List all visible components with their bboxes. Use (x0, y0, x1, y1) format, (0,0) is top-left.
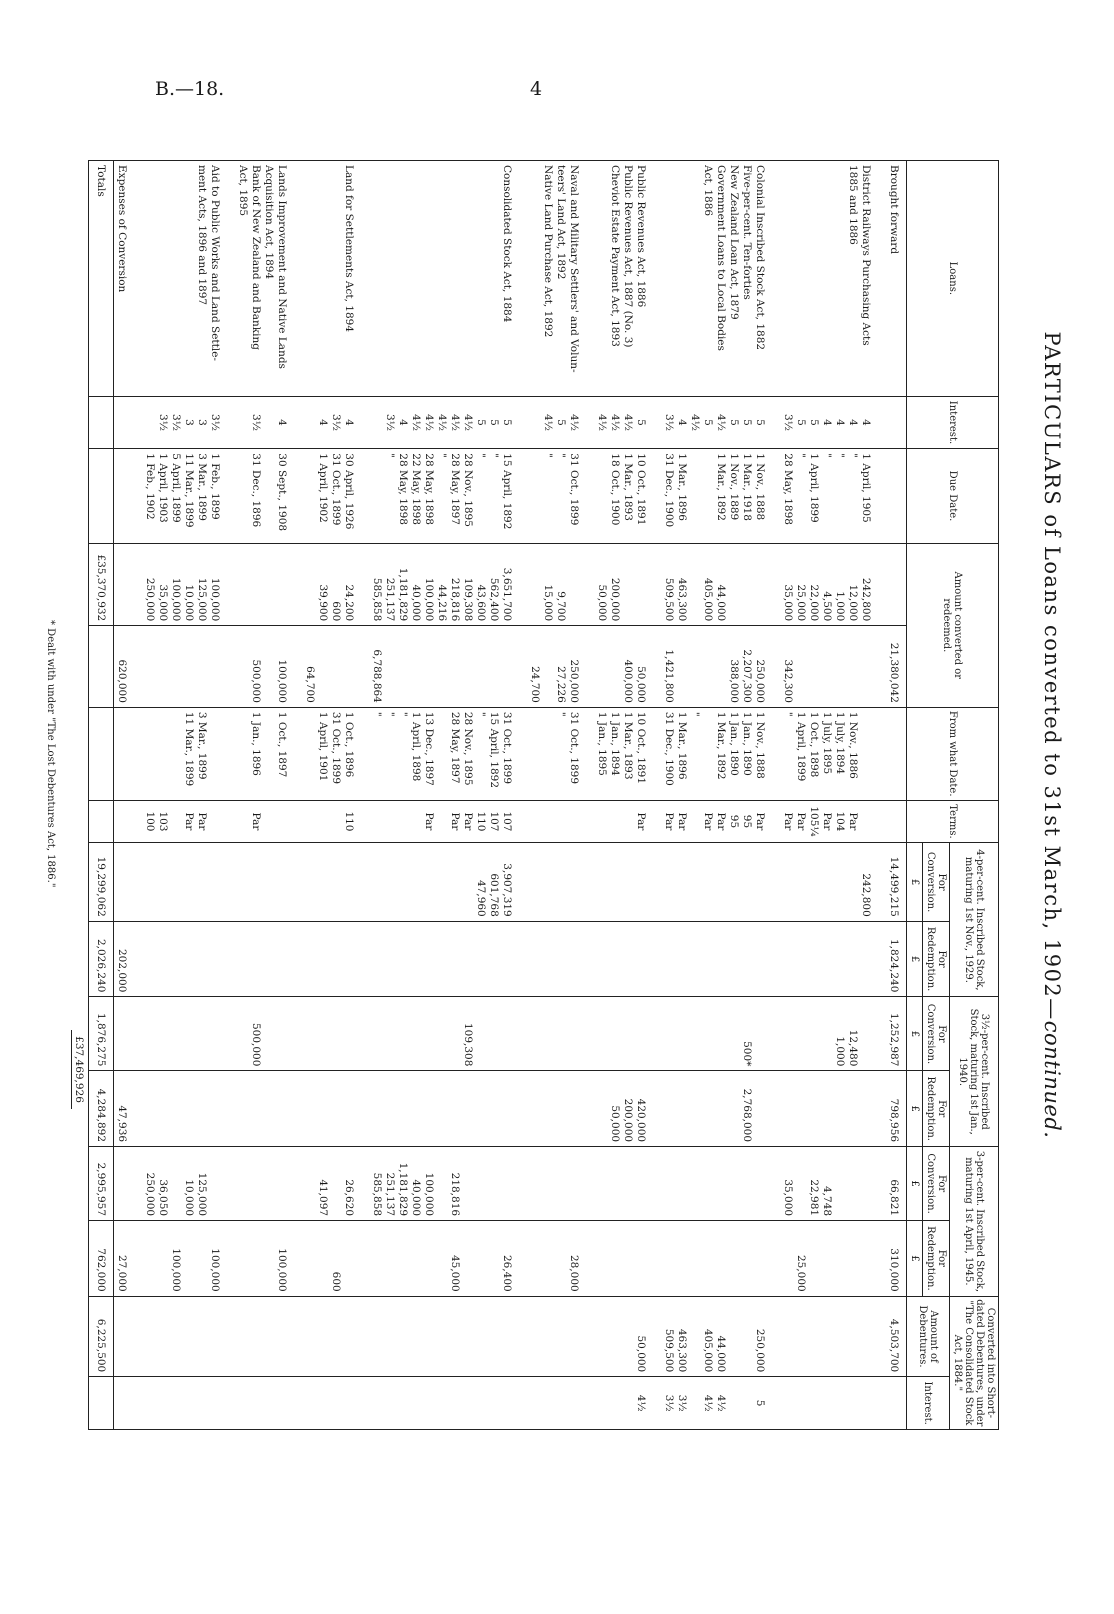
debentures-amount-cell (527, 1296, 594, 1377)
table-row (142, 161, 235, 1430)
page-number: 4 (530, 78, 543, 100)
from-date-cell: 1 Oct., 1897 1 Jan., 1896 (235, 707, 302, 800)
unit-pound: £ (907, 1221, 923, 1297)
debentures-amount-cell: 50,000 (594, 1296, 661, 1377)
debentures-interest-cell (886, 1377, 907, 1430)
stock-1945-redemption-cell: 25,000 (780, 1221, 886, 1297)
due-date-cell: 30 April, 1926 31 Oct., 1899 1 April, 1902 (302, 449, 369, 543)
stock-1940-redemption-cell (302, 1071, 369, 1147)
from-date-cell: 1 Oct., 1896 31 Oct., 1899 1 April, 1901 (302, 707, 369, 800)
stock-1945-redemption-cell: 600 (302, 1221, 369, 1297)
from-date-cell (114, 707, 143, 800)
from-date-cell: 3 Mar., 1899 11 Mar., 1899 (142, 707, 235, 800)
stock-1945-conversion-cell (114, 1147, 143, 1221)
interest-cell (114, 396, 143, 449)
amount-total-cell: 21,380,042 (886, 626, 907, 708)
amount-cell: 24,200 600 39,900 (302, 543, 369, 626)
totals-label: Totals (89, 161, 114, 397)
amount-total-cell: 100,000 500,000 (235, 626, 302, 708)
col-header-stock-1940: 3½-per-cent. Inscribed Stock, maturing 1st Jan., 1940. (950, 997, 999, 1147)
due-date-cell (886, 449, 907, 543)
subheader-for-redemption: For Redemption. (923, 1221, 950, 1297)
stock-1929-conversion-cell: 3,907,319 601,768 47,960 (369, 843, 527, 921)
col-header-stock-1929: 4-per-cent. Inscribed Stock, maturing 1st Nov., 1929. (950, 843, 999, 997)
unit-pound: £ (907, 1147, 923, 1221)
stock-1929-redemption-cell (369, 921, 527, 997)
grand-total-row (70, 161, 89, 1430)
amount-total-cell (142, 626, 235, 708)
subheader-for-redemption: For Redemption. (923, 921, 950, 997)
stock-1945-conversion-cell: 66,821 (886, 1147, 907, 1221)
stock-1940-conversion-cell: 1,252,987 (886, 997, 907, 1071)
interest-cell: 3½ 3 3 3½ 3½ (142, 396, 235, 449)
stock-1940-conversion-cell (594, 997, 661, 1071)
col-header-from-date: From what Date. (907, 707, 999, 800)
loans-cell: Land for Settlements Act, 1894 (302, 161, 369, 397)
stock-1940-conversion-cell: 500,000 (235, 997, 302, 1071)
stock-1940-conversion-cell: 109,308 (369, 997, 527, 1071)
col-header-debentures: Converted into Short-dated Debentures, under "The Consolidated Stock Act, 1884." (950, 1296, 999, 1429)
grand-total: £37,469,926 (71, 1030, 85, 1109)
debentures-interest-cell: 4½ (594, 1377, 661, 1430)
amount-cell (114, 543, 143, 626)
stock-1929-redemption-cell (142, 921, 235, 997)
loans-cell: Aid to Public Works and Land Settle- ment Acts, 1896 and 1897 (142, 161, 235, 397)
stock-1940-conversion-cell (302, 997, 369, 1071)
totals-c29: 19,299,062 (89, 843, 114, 921)
totals-r29: 2,026,240 (89, 921, 114, 997)
amount-total-cell: 64,700 (302, 626, 369, 708)
table-row (594, 161, 661, 1430)
table-row (527, 161, 594, 1430)
totals-r40: 4,284,892 (89, 1071, 114, 1147)
terms-cell: Par 104 Par 105¼ Par Par (780, 800, 886, 843)
due-date-cell: 31 Oct., 1899 " " (527, 449, 594, 543)
stock-1940-redemption-cell (369, 1071, 527, 1147)
rotated-page-content (24, 0, 1114, 1470)
unit-pound: £ (907, 843, 923, 921)
stock-1945-conversion-cell (594, 1147, 661, 1221)
stock-1945-conversion-cell: 26,620 41,097 (302, 1147, 369, 1221)
stock-1940-conversion-cell (142, 997, 235, 1071)
table-row (235, 161, 302, 1430)
stock-1940-redemption-cell (235, 1071, 302, 1147)
stock-1929-conversion-cell: 14,499,215 (886, 843, 907, 921)
amount-cell: 44,000 405,000 463,300 509,500 (661, 543, 780, 626)
terms-cell (886, 800, 907, 843)
debentures-interest-cell (369, 1377, 527, 1430)
stock-1945-redemption-cell (661, 1221, 780, 1297)
totals-debentures: 6,225,500 (89, 1296, 114, 1377)
loans-table (70, 160, 999, 1430)
subheader-for-conversion: For Conversion. (923, 843, 950, 921)
interest-cell: 5 5 5 4½ 5 4½ 4 3½ (661, 396, 780, 449)
stock-1945-redemption-cell: 26,400 45,000 (369, 1221, 527, 1297)
page-title-text: PARTICULARS of Loans converted to 31st March, 1902— (1040, 331, 1064, 1021)
stock-1940-conversion-cell: 500* (661, 997, 780, 1071)
debentures-amount-cell (235, 1296, 302, 1377)
stock-1929-conversion-cell (594, 843, 661, 921)
from-date-cell: 1 Nov., 1886 1 July, 1894 1 July, 1895 1 Oct., 1898 1 April, 1899 " (780, 707, 886, 800)
amount-cell (235, 543, 302, 626)
stock-1945-redemption-cell: 27,000 (114, 1221, 143, 1297)
totals-amount: £35,370,932 (89, 543, 114, 626)
terms-cell: 110 (302, 800, 369, 843)
terms-cell (114, 800, 143, 843)
stock-1929-conversion-cell (302, 843, 369, 921)
totals-c45: 2,995,957 (89, 1147, 114, 1221)
loans-table-body (114, 161, 907, 1430)
debentures-interest-cell (235, 1377, 302, 1430)
debentures-amount-cell (780, 1296, 886, 1377)
due-date-cell: 10 Oct., 1891 1 Mar., 1893 18 Oct., 1900 (594, 449, 661, 543)
stock-1945-conversion-cell (235, 1147, 302, 1221)
page-title (1040, 0, 1064, 1470)
loans-cell: Colonial Inscribed Stock Act, 1882 Five-per-cent. Ten-forties New Zealand Loan Act, 1879 Government Loans to Local Bodies Act, 1886 (661, 161, 780, 397)
loans-cell: Naval and Military Settlers' and Volun- teers' Land Act, 1892 Native Land Purchase Act, 1892 (527, 161, 594, 397)
interest-cell: 5 5 5 4½ 4½ 4½ 4½ 4½ 4 3½ (369, 396, 527, 449)
amount-cell: 9,700 15,000 (527, 543, 594, 626)
terms-cell: Par (594, 800, 661, 843)
debentures-amount-cell (369, 1296, 527, 1377)
loans-cell: Public Revenues Act, 1886 Public Revenues Act, 1887 (No. 3) Cheviot Estate Payment Act, 1893 (594, 161, 661, 397)
col-header-due-date: Due Date. (907, 449, 999, 543)
due-date-cell: 1 April, 1905 " " " 1 April, 1899 " 28 May, 1898 (780, 449, 886, 543)
debentures-interest-cell: 5 4½ 4½ 3½ 3½ (661, 1377, 780, 1430)
stock-1940-redemption-cell: 798,956 (886, 1071, 907, 1147)
stock-1929-redemption-cell (235, 921, 302, 997)
amount-cell: 200,000 50,000 (594, 543, 661, 626)
debentures-amount-cell (302, 1296, 369, 1377)
interest-cell: 4½ 5 4½ (527, 396, 594, 449)
from-date-cell: 31 Oct., 1899 " (527, 707, 594, 800)
stock-1940-redemption-cell: 2,768,000 (661, 1071, 780, 1147)
loans-cell: Consolidated Stock Act, 1884 (369, 161, 527, 397)
stock-1929-redemption-cell: 1,824,240 (886, 921, 907, 997)
terms-cell (527, 800, 594, 843)
debentures-interest-cell (142, 1377, 235, 1430)
debentures-interest-cell (114, 1377, 143, 1430)
table-row (369, 161, 527, 1430)
stock-1929-conversion-cell (235, 843, 302, 921)
stock-1929-conversion-cell: 242,800 (780, 843, 886, 921)
due-date-cell: 1 Feb., 1899 3 Mar., 1899 11 Mar., 1899 5 April, 1899 1 April, 1903 1 Feb., 1902 (142, 449, 235, 543)
interest-cell: 4 3½ 4 (302, 396, 369, 449)
amount-total-cell: 6,788,864 (369, 626, 527, 708)
debentures-interest-cell (302, 1377, 369, 1430)
terms-cell: Par (235, 800, 302, 843)
stock-1929-conversion-cell (527, 843, 594, 921)
unit-pound: £ (907, 1071, 923, 1147)
stock-1929-redemption-cell (594, 921, 661, 997)
col-header-loans: Loans. (907, 161, 999, 397)
stock-1945-conversion-cell: 4,748 22,981 35,000 (780, 1147, 886, 1221)
stock-1945-redemption-cell (594, 1221, 661, 1297)
interest-cell (886, 396, 907, 449)
due-date-cell: 30 Sept., 1908 31 Dec., 1896 (235, 449, 302, 543)
stock-1945-conversion-cell (527, 1147, 594, 1221)
stock-1940-redemption-cell (780, 1071, 886, 1147)
from-date-cell (886, 707, 907, 800)
totals-c40: 1,876,275 (89, 997, 114, 1071)
loans-cell: Lands Improvement and Native Lands Acquisition Act, 1894 Bank of New Zealand and Banking Act, 1895 (235, 161, 302, 397)
subheader-for-conversion: For Conversion. (923, 1147, 950, 1221)
col-header-terms: Terms. (907, 800, 999, 843)
table-row (886, 161, 907, 1430)
col-header-stock-1945: 3-per-cent. Inscribed Stock, maturing 1st April, 1945. (950, 1147, 999, 1297)
page-title-suffix: continued. (1040, 1020, 1064, 1139)
debentures-interest-cell (527, 1377, 594, 1430)
table-row (661, 161, 780, 1430)
amount-cell: 3,651,700 562,400 43,600 109,308 218,816 44,216 100,000 40,000 1,181,829 251,137 585,858 (369, 543, 527, 626)
stock-1940-redemption-cell: 47,936 (114, 1071, 143, 1147)
stock-1940-conversion-cell: 12,480 1,000 (780, 997, 886, 1071)
table-row (780, 161, 886, 1430)
stock-1929-redemption-cell: 202,000 (114, 921, 143, 997)
from-date-cell: 10 Oct., 1891 1 Mar., 1893 1 Jan., 1894 1 Jan., 1895 (594, 707, 661, 800)
amount-total-cell: 250,000 27,226 24,700 (527, 626, 594, 708)
stock-1929-redemption-cell (661, 921, 780, 997)
debentures-amount-cell (142, 1296, 235, 1377)
totals-row (89, 161, 114, 1430)
unit-pound: £ (907, 921, 923, 997)
subheader-for-redemption: For Redemption. (923, 1071, 950, 1147)
stock-1945-redemption-cell: 100,000 100,000 (142, 1221, 235, 1297)
footnote: * Dealt with under "The Lost Debentures Act, 1886." (45, 620, 56, 888)
terms-cell: Par Par 103 100 (142, 800, 235, 843)
unit-pound: £ (907, 997, 923, 1071)
stock-1945-conversion-cell: 218,816 100,000 40,000 1,181,829 251,137 585,858 (369, 1147, 527, 1221)
stock-1929-redemption-cell (780, 921, 886, 997)
col-header-amount: Amount converted or redeemed. (907, 543, 999, 707)
debentures-amount-cell: 250,000 44,000 405,000 463,300 509,500 (661, 1296, 780, 1377)
amount-total-cell: 50,000 400,000 (594, 626, 661, 708)
amount-cell: 242,800 12,000 1,000 4,500 22,000 25,000 35,000 (780, 543, 886, 626)
page-reference: B.—18. (155, 78, 225, 100)
due-date-cell: 15 April, 1892 " " 28 Nov., 1895 28 May, 1897 " 28 May, 1898 22 May, 1898 28 May, 1898 " (369, 449, 527, 543)
due-date-cell (114, 449, 143, 543)
stock-1945-conversion-cell: 125,000 10,000 36,050 250,000 (142, 1147, 235, 1221)
amount-cell: 100,000 125,000 10,000 100,000 35,000 250,000 (142, 543, 235, 626)
amount-total-cell: 620,000 (114, 626, 143, 708)
stock-1929-redemption-cell (527, 921, 594, 997)
subheader-amount-of-debentures: Amount of Debentures. (907, 1296, 950, 1377)
stock-1940-redemption-cell (142, 1071, 235, 1147)
stock-1940-redemption-cell (527, 1071, 594, 1147)
stock-1945-redemption-cell: 28,000 (527, 1221, 594, 1297)
interest-cell: 4 3½ (235, 396, 302, 449)
amount-total-cell: 250,000 2,207,300 388,000 1,421,800 (661, 626, 780, 708)
debentures-amount-cell: 4,503,700 (886, 1296, 907, 1377)
stock-1945-conversion-cell (661, 1147, 780, 1221)
table-row (114, 161, 143, 1430)
stock-1940-redemption-cell: 420,000 200,000 50,000 (594, 1071, 661, 1147)
interest-cell: 4 4 4 4 5 5 3½ (780, 396, 886, 449)
stock-1945-redemption-cell: 100,000 (235, 1221, 302, 1297)
amount-total-cell: 342,300 (780, 626, 886, 708)
stock-1929-conversion-cell (661, 843, 780, 921)
loans-cell: Brought forward (886, 161, 907, 397)
due-date-cell: 1 Nov., 1888 1 Mar., 1918 1 Nov., 1889 1 Mar., 1892 1 Mar., 1896 31 Dec., 1900 (661, 449, 780, 543)
terms-cell: 107 107 110 Par Par Par (369, 800, 527, 843)
stock-1929-conversion-cell (114, 843, 143, 921)
amount-cell (886, 543, 907, 626)
debentures-amount-cell (114, 1296, 143, 1377)
from-date-cell: 1 Nov., 1888 1 Jan., 1890 1 Jan., 1890 1 Mar., 1892 " 1 Mar., 1896 31 Dec., 1900 (661, 707, 780, 800)
stock-1940-conversion-cell (114, 997, 143, 1071)
loans-cell: District Railways Purchasing Acts 1885 and 1886 (780, 161, 886, 397)
stock-1929-conversion-cell (142, 843, 235, 921)
stock-1929-redemption-cell (302, 921, 369, 997)
subheader-for-conversion: For Conversion. (923, 997, 950, 1071)
interest-cell: 5 4½ 4½ 4½ (594, 396, 661, 449)
from-date-cell: 31 Oct., 1899 15 April, 1892 " 28 Nov., 1895 28 May, 1897 13 Dec., 1897 1 April, 1898 " " " (369, 707, 527, 800)
totals-r45: 762,000 (89, 1221, 114, 1297)
debentures-interest-cell (780, 1377, 886, 1430)
table-row (302, 161, 369, 1430)
loans-cell: Expenses of Conversion (114, 161, 143, 397)
stock-1945-redemption-cell: 310,000 (886, 1221, 907, 1297)
col-header-interest: Interest. (907, 396, 999, 449)
terms-cell: Par 95 95 Par Par Par Par (661, 800, 780, 843)
subheader-debenture-interest: Interest. (907, 1377, 950, 1430)
stock-1940-conversion-cell (527, 997, 594, 1071)
